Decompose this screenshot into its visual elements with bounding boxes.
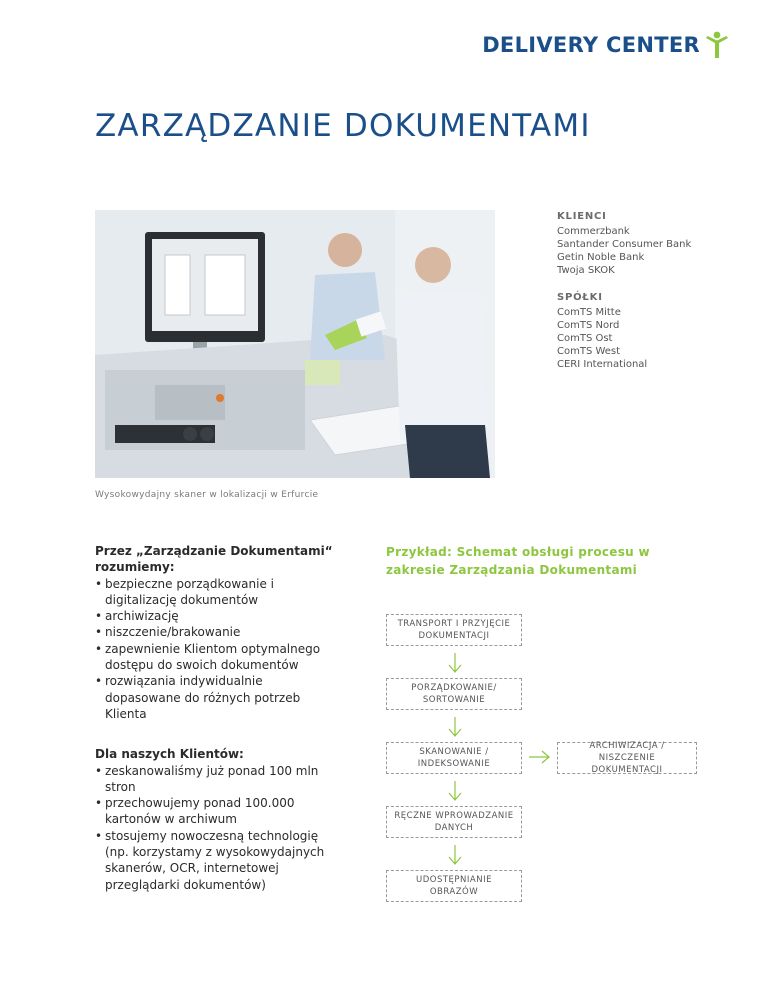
process-heading: Przykład: Schemat obsługi procesu w zakresie Zarządzania Dokumentami [386, 545, 650, 577]
clients-list [557, 225, 747, 277]
client-item: Twoja SKOK [557, 265, 615, 276]
intro-list [95, 576, 335, 723]
list-item: • archiwizację [95, 609, 179, 624]
companies-heading: SPÓŁKI [557, 292, 603, 303]
company-item: ComTS Mitte [557, 307, 621, 318]
delivery-center-logo [482, 30, 730, 60]
company-item: CERI International [557, 359, 648, 370]
intro-lead: Przez „Zarządzanie Dokumentami“ rozumiemy: [95, 544, 333, 575]
list-item: • bezpieczne porządkowanie i digitalizację dokumentów [95, 576, 274, 607]
page-title: ZARZĄDZANIE DOKUMENTAMI [95, 108, 591, 144]
arrow-right-icon [528, 750, 550, 764]
clients-lead: Dla naszych Klientów: [95, 747, 244, 762]
process-step-sharing: UDOSTĘPNIANIE OBRAZÓW [386, 870, 522, 902]
logo-text: DELIVERY CENTER [482, 33, 700, 57]
list-item: • rozwiązania indywidualnie dopasowane do różnych potrzeb Klienta [95, 674, 301, 721]
clients-companies-sidebar [557, 210, 747, 371]
list-item: • zeskanowaliśmy już ponad 100 mln stron [95, 763, 319, 794]
photo-caption: Wysokowydajny skaner w lokalizacji w Erfurcie [95, 490, 319, 500]
arrow-down-icon [446, 716, 464, 738]
companies-list [557, 306, 747, 371]
person-figure-icon [704, 30, 730, 60]
client-item: Commerzbank [557, 226, 630, 237]
arrow-down-icon [446, 652, 464, 674]
process-step-data-entry: RĘCZNE WPROWADZANIE DANYCH [386, 806, 522, 838]
arrow-down-icon [446, 844, 464, 866]
clients-achievements-list [95, 763, 335, 893]
scanner-photo [95, 210, 495, 478]
client-item: Santander Consumer Bank [557, 239, 692, 250]
list-item: • stosujemy nowoczesną technologię (np. korzystamy z wysokowydajnych skanerów, OCR, internetowej przeglądarki dokumentów) [95, 828, 325, 892]
process-step-scanning: SKANOWANIE / INDEKSOWANIE [386, 742, 522, 774]
company-item: ComTS West [557, 346, 621, 357]
description-text [95, 543, 335, 893]
list-item: • przechowujemy ponad 100.000 kartonów w archiwum [95, 796, 295, 827]
list-item: • zapewnienie Klientom optymalnego dostępu do swoich dokumentów [95, 641, 321, 673]
list-item: • niszczenie/brakowanie [95, 625, 241, 640]
process-step-sorting: PORZĄDKOWANIE/ SORTOWANIE [386, 678, 522, 710]
company-item: ComTS Ost [557, 333, 613, 344]
company-item: ComTS Nord [557, 320, 620, 331]
client-item: Getin Noble Bank [557, 252, 645, 263]
clients-heading: KLIENCI [557, 211, 607, 222]
process-step-transport: TRANSPORT I PRZYJĘCIE DOKUMENTACJI [386, 614, 522, 646]
arrow-down-icon [446, 780, 464, 802]
process-step-archiving: ARCHIWIZACJA / NISZCZENIE DOKUMENTACJI [557, 742, 697, 774]
